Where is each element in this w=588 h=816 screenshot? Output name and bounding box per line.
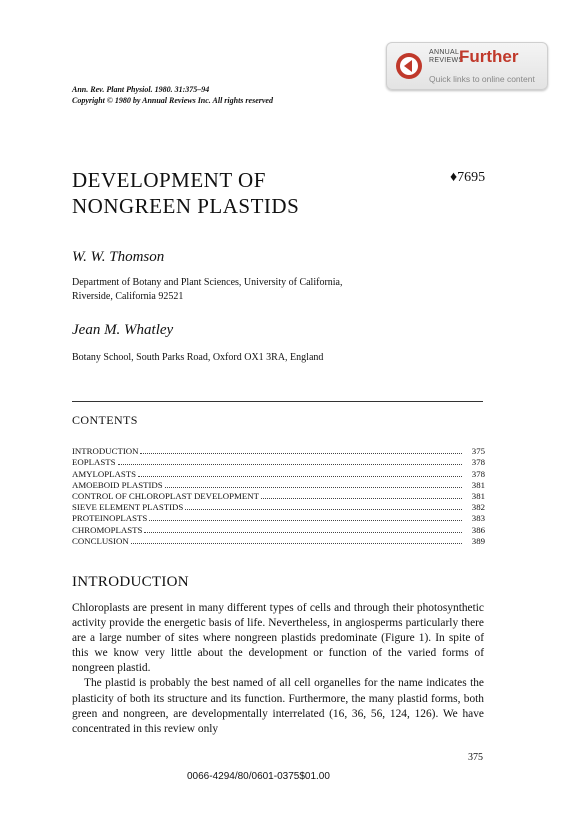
citation-line-2: Copyright © 1980 by Annual Reviews Inc. All rights reserved <box>72 96 273 105</box>
toc-leader <box>144 532 462 533</box>
title-line-2: NONGREEN PLASTIDS <box>72 194 300 218</box>
author-affiliation-1-line-1: Department of Botany and Plant Sciences, University of California, <box>72 277 343 288</box>
footer-code: 0066-4294/80/0601-0375$01.00 <box>187 771 330 782</box>
toc-item-page: 389 <box>471 535 485 546</box>
toc-item[interactable] <box>72 457 485 468</box>
page-number: 375 <box>468 752 483 763</box>
toc-item[interactable] <box>72 468 485 479</box>
toc-item-label: CHROMOPLASTS <box>72 524 143 535</box>
contents-divider <box>72 401 483 402</box>
toc-item-label: CONCLUSION <box>72 535 129 546</box>
toc-item[interactable] <box>72 502 485 513</box>
toc-leader <box>131 543 462 544</box>
toc-item-page: 375 <box>471 446 485 457</box>
toc-item[interactable] <box>72 536 485 547</box>
toc-leader <box>261 498 462 499</box>
toc-leader <box>140 453 462 454</box>
section-heading: INTRODUCTION <box>72 574 189 590</box>
toc-item-page: 381 <box>471 490 485 501</box>
toc-item-label: SIEVE ELEMENT PLASTIDS <box>72 502 184 513</box>
table-of-contents <box>72 446 485 547</box>
badge-subtitle: Quick links to online content <box>429 74 535 84</box>
toc-item[interactable] <box>72 480 485 491</box>
badge-annual-text: ANNUAL <box>429 49 460 56</box>
toc-item[interactable] <box>72 491 485 502</box>
annual-reviews-further-badge[interactable] <box>386 42 548 90</box>
toc-leader <box>149 520 462 521</box>
toc-item[interactable] <box>72 524 485 535</box>
toc-leader <box>118 464 462 465</box>
toc-leader <box>165 487 462 488</box>
toc-item-label: INTRODUCTION <box>72 446 139 457</box>
toc-item-page: 382 <box>471 502 485 513</box>
annual-reviews-logo-icon <box>395 52 423 80</box>
author-affiliation-1-line-2: Riverside, California 92521 <box>72 291 184 302</box>
toc-item-label: CONTROL OF CHLOROPLAST DEVELOPMENT <box>72 490 259 501</box>
article-code: ♦7695 <box>450 170 486 185</box>
toc-item-label: EOPLASTS <box>72 457 116 468</box>
toc-leader <box>138 476 462 477</box>
body-paragraph-2: The plastid is probably the best named of all cell organelles for the name indicates the plasticity of both its structure and its function. Furthermore, the many plastid forms, both green and nongreen, are developmentally interrelated (16, 36, 56, 124, 126). We have concentrated in this review only <box>72 677 484 735</box>
toc-item-page: 378 <box>471 457 485 468</box>
toc-item-label: PROTEINOPLASTS <box>72 513 148 524</box>
toc-item-label: AMOEBOID PLASTIDS <box>72 479 163 490</box>
body-paragraph-1: Chloroplasts are present in many different types of cells and through their photosynthetic activity provide the energetic basis of life. Nevertheless, in angiosperms particularly there are a large number of sites where nongreen plastids predominate (Figure 1). In spite of this we know very little about the development or function of the varied forms of nongreen plastid. <box>72 602 484 675</box>
badge-reviews-text: REVIEWS <box>429 57 464 64</box>
toc-item-label: AMYLOPLASTS <box>72 468 137 479</box>
author-name-2: Jean M. Whatley <box>72 322 174 338</box>
author-name-1: W. W. Thomson <box>72 249 165 265</box>
author-affiliation-2: Botany School, South Parks Road, Oxford OX1 3RA, England <box>72 352 324 363</box>
citation-line-1: Ann. Rev. Plant Physiol. 1980. 31:375–94 <box>72 85 210 94</box>
toc-item[interactable] <box>72 513 485 524</box>
title-line-1: DEVELOPMENT OF <box>72 168 266 192</box>
toc-leader <box>185 509 462 510</box>
article-title <box>72 167 299 219</box>
badge-further-text: Further <box>459 47 519 66</box>
toc-item-page: 386 <box>471 524 485 535</box>
toc-item-page: 381 <box>471 479 485 490</box>
contents-heading: CONTENTS <box>72 413 138 427</box>
toc-item[interactable] <box>72 446 485 457</box>
toc-item-page: 383 <box>471 513 485 524</box>
section-body <box>72 601 484 737</box>
toc-item-page: 378 <box>471 468 485 479</box>
